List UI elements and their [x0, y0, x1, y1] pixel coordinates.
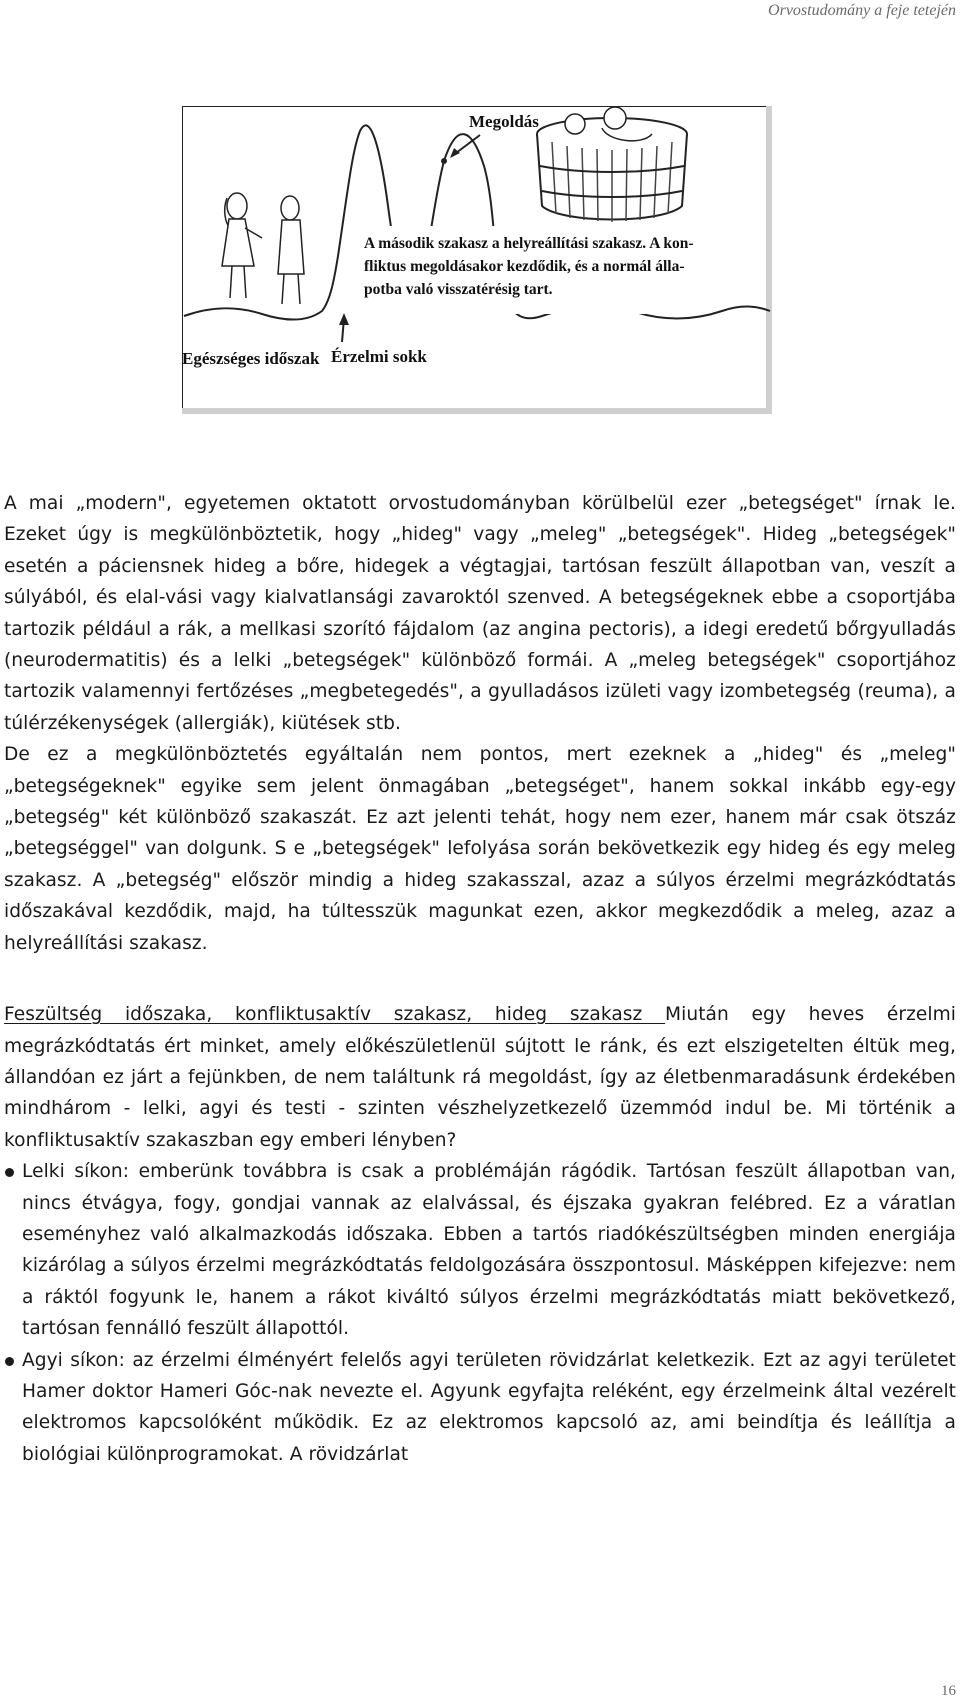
bullet-text: Lelki síkon: emberünk továbbra is csak a problémáján rágódik. Tartósan feszült állapotban van, nincs étvágya, fogy, gondjai vannak az elalvással, és éjszaka gyakran felébred. Ez a váratlan eseményhez való alkalmazkodás időszaka. Ebben a tartós riadókészültségben minden energiája kizárólag a súlyos érzelmi megrázkódtatás feldolgozására összpontosul. Másképpen kifejezve: nem a ráktól fogyunk le, hanem a rákot kiváltó súlyos érzelmi megrázkódtatás miatt bekövetkező, tartósan fennálló feszült állapottól. [22, 1161, 956, 1340]
section-heading: Feszültség időszaka, konfliktusaktív szakasz, hideg szakasz [4, 1004, 666, 1026]
running-header: Orvostudomány a feje tetején [768, 2, 956, 19]
solution-point [441, 158, 447, 164]
description-line-1: A második szakasz a helyreállítási szakasz. A kon- [364, 235, 694, 252]
label-solution: Megoldás [469, 112, 539, 131]
label-healthy-period: Egészséges időszak [182, 349, 320, 368]
bullet-icon [5, 1168, 14, 1177]
section-conflict-active [4, 999, 956, 1156]
disease-phase-figure [182, 106, 772, 414]
body-text [4, 488, 956, 1470]
figure-frame-shade-right [766, 106, 772, 414]
section-text: Miután egy heves érzelmi megrázkódtatás ért minket, amely előkészületlenül sújtott le ránk, és ezt elszigetelten éltük meg, állandóan ez járt a fejünkben, de nem találtunk rá megoldást, így az életbenmaradásunk érdekében mindhárom - lelki, agyi és testi - szinten vészhelyzetkezelő üzemmód indul be. Mi történik a konfliktusaktív szakaszban egy emberi lényben? [4, 1004, 956, 1151]
bullet-list [4, 1156, 956, 1470]
paragraph-two-phases: De ez a megkülönböztetés egyáltalán nem pontos, mert ezeknek a „hideg" és „meleg" „betegségeknek" egyike sem jelent önmagában „betegséget", hanem sokkal inkább egy-egy „betegség" két különböző szakaszát. Ez azt jelenti tehát, hogy nem ezer, hanem már csak ötszáz „betegséggel" van dolgunk. S e „betegségek" lefolyása során bekövetkezik egy hideg és egy meleg szakasz. A „betegség" először mindig a hideg szakasszal, azaz a súlyos érzelmi megrázkódtatás időszakával kezdődik, majd, ha túltesszük magunkat ezen, akkor megkezdődik a meleg, azaz a helyreállítási szakasz. [4, 744, 956, 954]
description-line-3: potba való visszatérésig tart. [364, 281, 553, 298]
bullet-item-psychic [4, 1156, 956, 1344]
label-emotional-shock: Érzelmi sokk [331, 347, 427, 366]
page-number: 16 [941, 1683, 956, 1699]
bullet-item-brain [4, 1345, 956, 1471]
bullet-text: Agyi síkon: az érzelmi élményért felelős agyi területen rövidzárlat keletkezik. Ezt az agyi területet Hamer doktor Hameri Góc-nak nevezte el. Agyunk egyfajta reléként, egy érzelmeink által vezérelt elektromos kapcsolóként működik. Ez az elektromos kapcsoló az, ami beindítja és leállítja a biológiai különprogramokat. A rövidzárlat [22, 1349, 956, 1465]
bathtub-illustration [537, 107, 687, 222]
figure-illustration [182, 106, 772, 414]
bullet-icon [5, 1357, 14, 1366]
paragraph-hot-cold-diseases: A mai „modern", egyetemen oktatott orvostudományban körülbelül ezer „betegséget" írnak le. Ezeket úgy is megkülönböztetik, hogy „hideg" vagy „meleg" „betegségek". Hideg „betegségek" esetén a páciensnek hideg a bőre, hidegek a végtagjai, tartósan feszült állapotban van, veszít a súlyából, és elal-vási vagy kialvatlansági zavaroktól szenved. A betegségeknek ebbe a csoportjába tartozik például a rák, a mellkasi szorító fájdalom (az angina pectoris), a idegi eredetű bőrgyulladás (neurodermatitis) és a lelki „betegségek" különböző formái. A „meleg betegségek" csoportjához tartozik valamennyi fertőzéses „megbetegedés", a gyulladásos izületi vagy izombetegség (reuma), a túlérzékenységek (allergiák), kiütések stb. [4, 493, 956, 734]
description-line-2: fliktus megoldásakor kezdődik, és a normál álla- [364, 258, 685, 275]
figure-frame-shade-bottom [182, 408, 772, 414]
